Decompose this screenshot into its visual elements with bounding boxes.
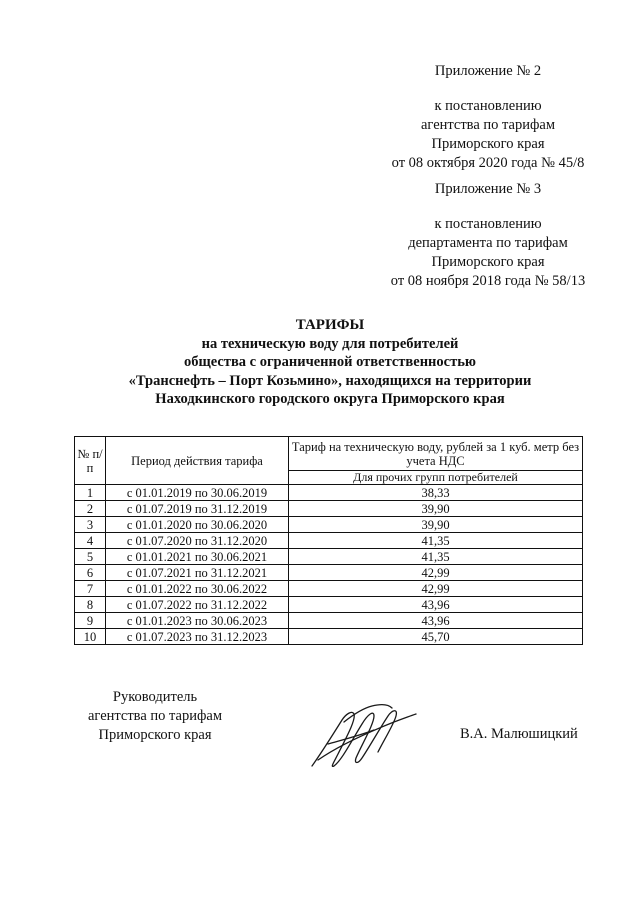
row-tariff-value: 45,70 — [289, 629, 583, 645]
row-number: 6 — [75, 565, 106, 581]
row-period: с 01.01.2023 по 30.06.2023 — [106, 613, 289, 629]
table-row — [75, 629, 583, 645]
table-row — [75, 517, 583, 533]
appendix-2-line: агентства по тарифам — [421, 117, 555, 133]
row-tariff-value: 39,90 — [289, 501, 583, 517]
row-tariff-value: 42,99 — [289, 581, 583, 597]
row-tariff-value: 39,90 — [289, 517, 583, 533]
document-title — [60, 316, 600, 409]
table-row — [75, 613, 583, 629]
appendix-3-line: департамента по тарифам — [408, 235, 568, 251]
position-line: Приморского края — [98, 727, 212, 743]
appendix-2-line: от 08 октября 2020 года № 45/8 — [391, 155, 585, 171]
row-tariff-value: 41,35 — [289, 533, 583, 549]
table-row — [75, 565, 583, 581]
table-row — [75, 549, 583, 565]
row-number: 8 — [75, 597, 106, 613]
appendix-3-line: к постановлению — [434, 216, 542, 232]
row-number: 1 — [75, 485, 106, 501]
row-period: с 01.01.2022 по 30.06.2022 — [106, 581, 289, 597]
tariff-table — [74, 436, 583, 645]
row-number: 4 — [75, 533, 106, 549]
row-period: с 01.01.2019 по 30.06.2019 — [106, 485, 289, 501]
position-line: Руководитель — [112, 689, 198, 705]
signatory-name: В.А. Малюшицкий — [460, 726, 578, 742]
table-row — [75, 533, 583, 549]
header-consumer-group: Для прочих групп потребителей — [289, 471, 583, 485]
row-tariff-value: 38,33 — [289, 485, 583, 501]
title-line: на техническую воду для потребителей — [201, 335, 459, 352]
appendix-2-line: Приморского края — [431, 136, 545, 152]
header-num: № п/п — [75, 437, 106, 485]
row-period: с 01.07.2019 по 31.12.2019 — [106, 501, 289, 517]
row-period: с 01.01.2021 по 30.06.2021 — [106, 549, 289, 565]
appendix-2-heading: Приложение № 2 — [434, 63, 542, 79]
row-number: 5 — [75, 549, 106, 565]
row-tariff-value: 42,99 — [289, 565, 583, 581]
row-period: с 01.07.2023 по 31.12.2023 — [106, 629, 289, 645]
row-number: 7 — [75, 581, 106, 597]
table-row — [75, 485, 583, 501]
row-tariff-value: 41,35 — [289, 549, 583, 565]
row-tariff-value: 43,96 — [289, 597, 583, 613]
appendix-3-heading: Приложение № 3 — [434, 181, 542, 197]
appendix-2-line: к постановлению — [434, 98, 542, 114]
title-main: ТАРИФЫ — [295, 317, 365, 333]
row-tariff-value: 43,96 — [289, 613, 583, 629]
title-line: общества с ограниченной ответственностью — [184, 354, 476, 370]
position-line: агентства по тарифам — [88, 708, 222, 724]
appendix-2-block — [378, 62, 598, 173]
row-period: с 01.07.2022 по 31.12.2022 — [106, 597, 289, 613]
appendix-3-line: Приморского края — [431, 254, 545, 270]
header-period: Период действия тарифа — [106, 437, 289, 485]
handwritten-signature — [308, 700, 420, 772]
row-period: с 01.07.2020 по 31.12.2020 — [106, 533, 289, 549]
table-row — [75, 581, 583, 597]
row-number: 10 — [75, 629, 106, 645]
row-period: с 01.01.2020 по 30.06.2020 — [106, 517, 289, 533]
row-number: 2 — [75, 501, 106, 517]
title-line: Находкинского городского округа Приморского края — [155, 391, 505, 407]
row-number: 3 — [75, 517, 106, 533]
row-period: с 01.07.2021 по 31.12.2021 — [106, 565, 289, 581]
table-row — [75, 597, 583, 613]
appendix-3-block — [378, 180, 598, 291]
header-tariff: Тариф на техническую воду, рублей за 1 куб. метр без учета НДС — [289, 437, 583, 471]
title-line: «Транснефть – Порт Козьмино», находящихся на территории — [128, 372, 532, 389]
signatory-position — [70, 688, 240, 745]
appendix-3-line: от 08 ноября 2018 года № 58/13 — [390, 273, 586, 289]
table-row — [75, 501, 583, 517]
row-number: 9 — [75, 613, 106, 629]
